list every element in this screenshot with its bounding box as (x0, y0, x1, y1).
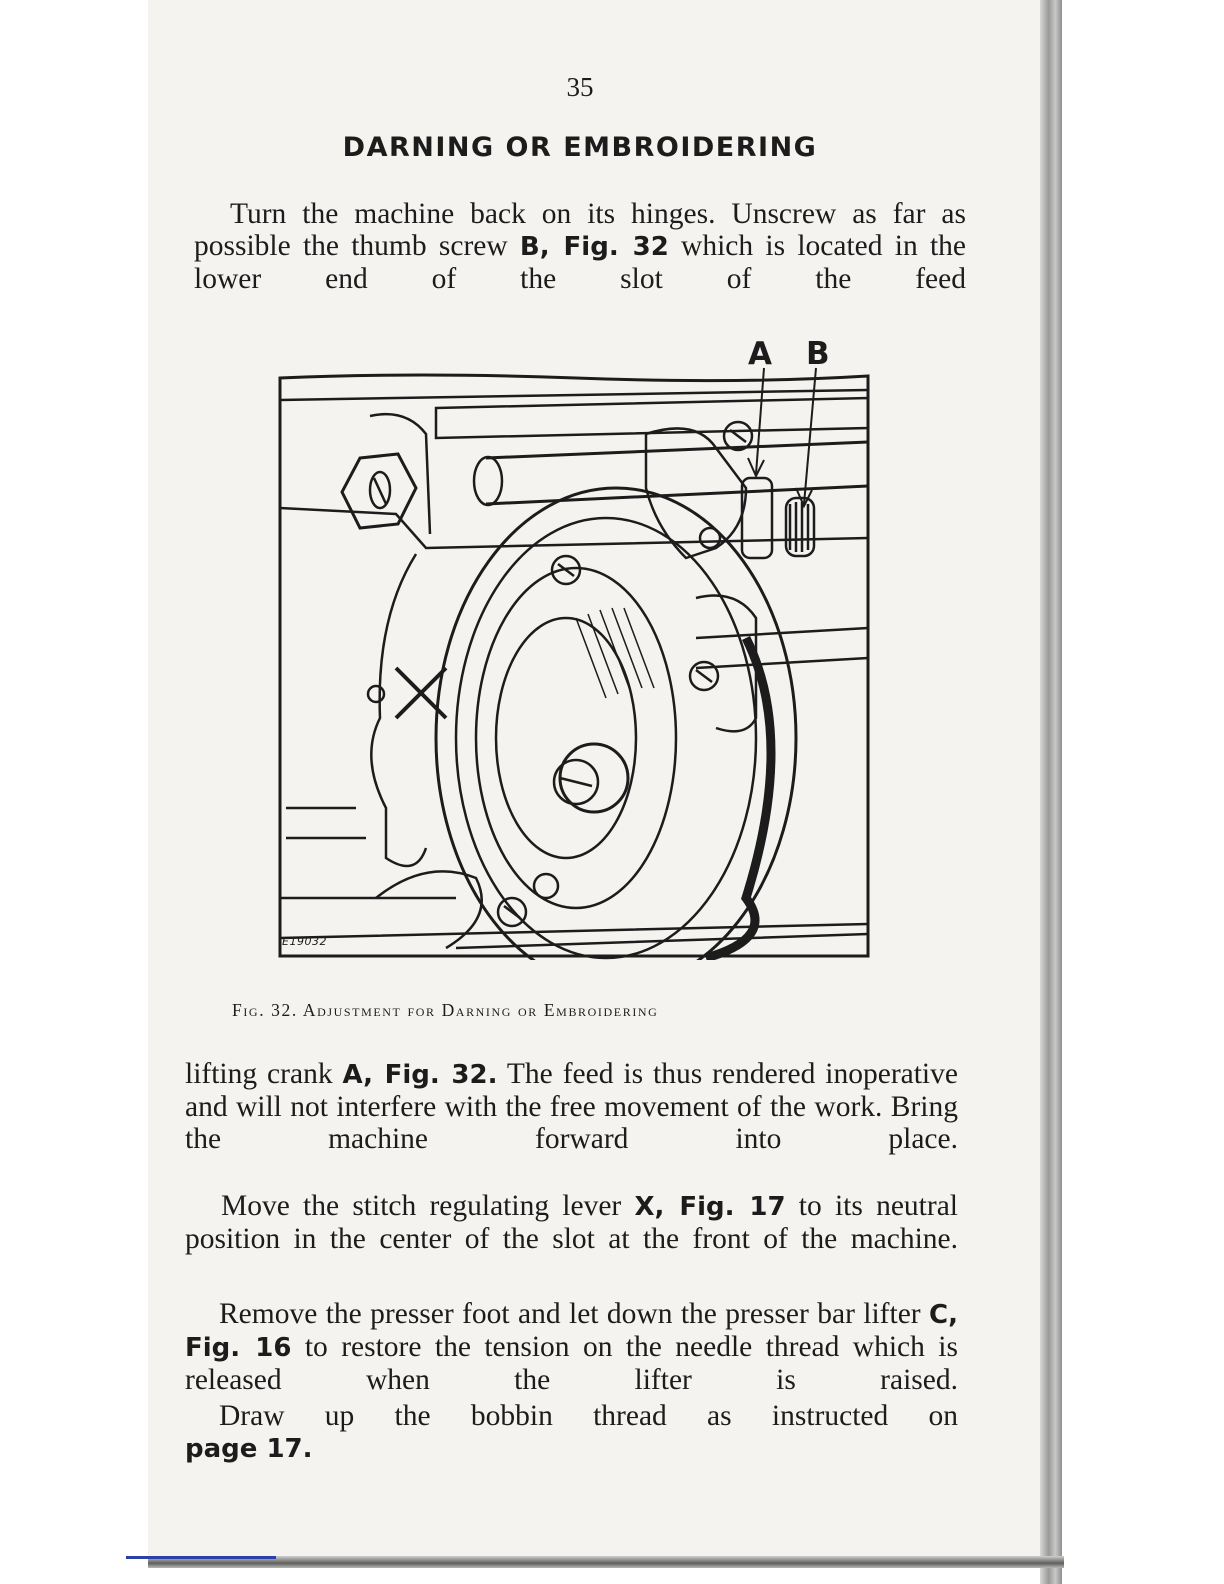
section-heading: DARNING OR EMBROIDERING (342, 132, 818, 163)
paragraph-3: Move the stitch regulating lever X, Fig. 17 to its neutral position in the center of the slot at the front of the machine. (185, 1190, 958, 1255)
paragraph-4: Remove the presser foot and let down the presser bar lifter C, Fig. 16 to restore the tension on the needle thread which is released when the lifter is raised. (185, 1298, 958, 1396)
paragraph-5: Draw up the bobbin thread as instructed on page 17. (185, 1400, 958, 1464)
paragraph-2: lifting crank A, Fig. 32. The feed is thus rendered inoperative and will not interfere with the free movement of the work. Bring the machine forward into place. (185, 1058, 958, 1155)
figure-caption: Fig. 32. Adjustment for Darning or Embroidering (232, 1000, 659, 1020)
figure-label-b: B (806, 336, 830, 372)
page-edge-bottom (148, 1556, 1064, 1568)
figure-32-illustration (276, 338, 872, 960)
figure-label-a: A (748, 336, 772, 372)
page-edge-right (1040, 0, 1062, 1584)
paragraph-1: Turn the machine back on its hinges. Unscrew as far as possible the thumb screw B, Fig. 32 which is located in the lower end of the slot of the feed (194, 198, 966, 295)
figure-code: E19032 (282, 935, 327, 948)
page-number: 35 (566, 72, 594, 102)
scan-mark (126, 1556, 276, 1559)
